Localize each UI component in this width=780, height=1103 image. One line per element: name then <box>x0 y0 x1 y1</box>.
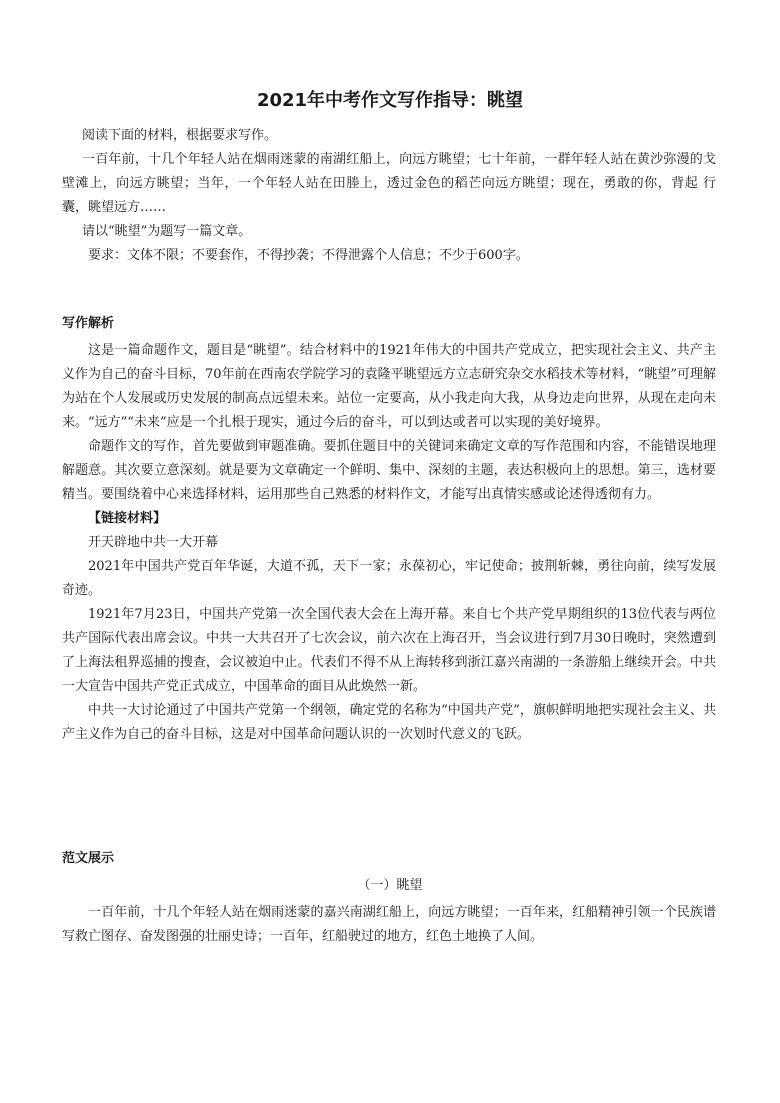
link-paragraph: 中共一大讨论通过了中国共产党第一个纲领，确定党的名称为“中国共产党”，旗帜鲜明地把实现社会主义、共产主义作为自己的奋斗目标，这是对中国革命问题认识的一次划时代意义的飞跃。 <box>62 703 716 742</box>
sample-subtitle: （一）眺望 <box>357 878 423 893</box>
prompt-section <box>62 124 716 268</box>
prompt-material: 一百年前，十几个年轻人站在烟雨迷蒙的南湖红船上，向远方眺望；七十年前，一群年轻人站在黄沙弥漫的戈壁滩上，向远方眺望；当年，一个年轻人站在田塍上，透过金色的稻芒向远方眺望；现在，勇敢的你，背起 行囊，眺望远方…… <box>62 152 716 215</box>
link-paragraph: 1921年7月23日，中国共产党第一次全国代表大会在上海开幕。来自七个共产党早期组织的13位代表与两位共产国际代表出席会议。中共一大共召开了七次会议，前六次在上海召开，当会议进行到7月30日晚时，突然遭到了上海法租界巡捕的搜查，会议被迫中止。代表们不得不从上海转移到浙江嘉兴南湖的一条游船上继续开会。中共一大宣告中国共产党正式成立，中国革命的面目从此焕然一新。 <box>62 607 716 694</box>
prompt-requirements: 要求：文体不限；不要套作，不得抄袭；不得泄露个人信息；不少于600字。 <box>88 248 529 263</box>
sample-paragraph: 一百年前，十几个年轻人站在烟雨迷蒙的嘉兴南湖红船上，向远方眺望；一百年来，红船精神引领一个民族谱写救亡图存、奋发图强的壮丽史诗；一百年，红船驶过的地方，红色土地换了人间。 <box>62 905 716 944</box>
link-paragraph: 2021年中国共产党百年华诞，大道不孤，天下一家；永葆初心，牢记使命；披荆斩棘，勇往向前，续写发展奇迹。 <box>62 559 716 598</box>
sample-heading: 范文展示 <box>62 851 115 866</box>
analysis-section <box>62 339 716 747</box>
link-material-heading: 【链接材料】 <box>88 511 167 526</box>
analysis-paragraph: 这是一篇命题作文，题目是“眺望”。结合材料中的1921年伟大的中国共产党成立，把实现社会主义、共产主义作为自己的奋斗目标，70年前在西南农学院学习的袁隆平眺望远方立志研究杂交水稻技术等材料，“眺望”可理解为站在个人发展或历史发展的制高点远望未来。站位一定要高，从小我走向大我，从身边走向世界，从现在走向未来。“远方”“未来”应是一个扎根于现实，通过今后的奋斗，可以到达或者可以实现的美好境界。 <box>62 343 716 430</box>
document-title: 2021年中考作文写作指导：眺望 <box>256 90 524 111</box>
prompt-task: 请以“眺望”为题写一篇文章。 <box>82 224 252 239</box>
analysis-heading: 写作解析 <box>62 316 115 331</box>
sample-section <box>62 901 716 949</box>
prompt-intro: 阅读下面的材料，根据要求写作。 <box>82 128 278 143</box>
analysis-paragraph: 命题作文的写作，首先要做到审题准确。要抓住题目中的关键词来确定文章的写作范围和内容，不能错误地理解题意。其次要立意深刻。就是要为文章确定一个鲜明、集中、深刻的主题，表达积极向上的思想。第三，选材要精当。要围绕着中心来选择材料，运用那些自己熟悉的材料作文，才能写出真情实感或论述得透彻有力。 <box>62 439 716 502</box>
link-material-title: 开天辟地中共一大开幕 <box>88 535 219 550</box>
